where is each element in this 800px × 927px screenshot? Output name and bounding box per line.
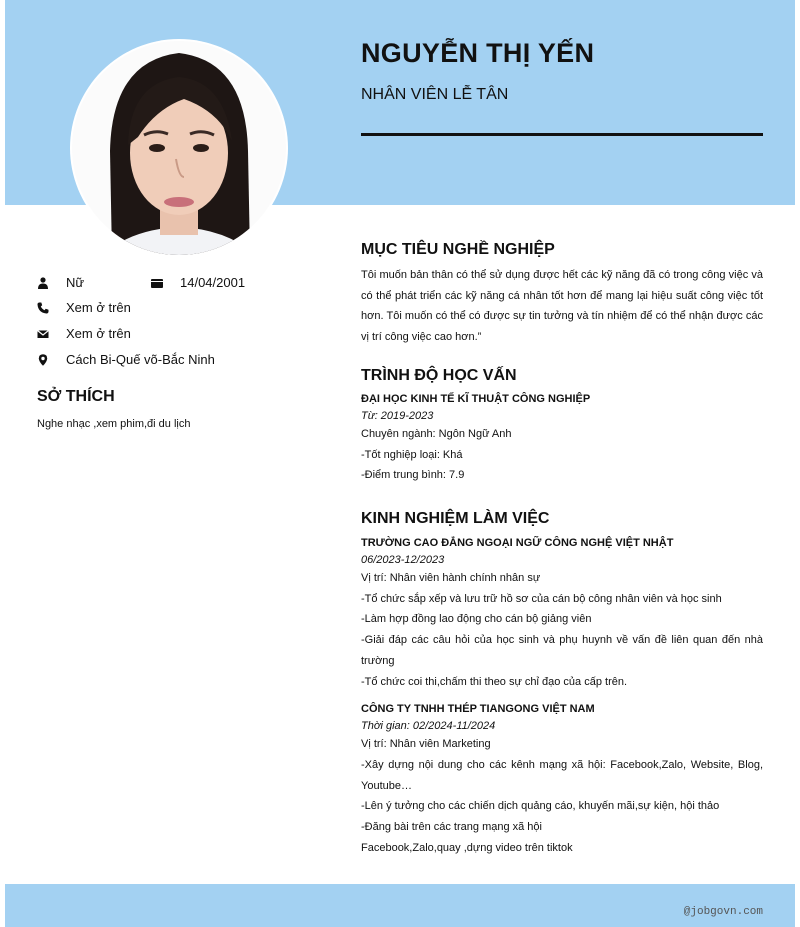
- job-line: -Tổ chức sắp xếp và lưu trữ hồ sơ của cán bộ công nhân viên và học sinh: [361, 592, 722, 605]
- job-line: Vị trí: Nhân viên hành chính nhân sự: [361, 572, 541, 584]
- job-period: Thời gian: 02/2024-11/2024: [361, 720, 496, 733]
- envelope-icon: [37, 328, 49, 340]
- person-icon: [37, 277, 49, 289]
- job-period: 06/2023-12/2023: [361, 554, 445, 566]
- job-line: -Làm hợp đồng lao động cho cán bộ giảng viên: [361, 613, 592, 626]
- objective-title: MỤC TIÊU NGHỀ NGHIỆP: [361, 241, 555, 258]
- education-line: -Tốt nghiệp loại: Khá: [361, 448, 463, 461]
- email-row: [37, 326, 131, 341]
- phone-icon: [37, 302, 49, 314]
- education-line: -Điểm trung bình: 7.9: [361, 469, 465, 482]
- job-line: -Tổ chức coi thi,chấm thi theo sự chỉ đạo của cấp trên.: [361, 675, 628, 688]
- gender-value: Nữ: [66, 275, 85, 290]
- profile-photo: [72, 41, 286, 255]
- header-divider: [361, 133, 763, 136]
- gender-row: [37, 275, 84, 290]
- job-line: -Xây dựng nội dung cho các kênh mạng xã hội: Facebook,Zalo, Website, Blog, Youtube…: [361, 758, 763, 792]
- address-value: Cách Bi-Quế võ-Bắc Ninh: [66, 352, 215, 367]
- job-title: NHÂN VIÊN LỄ TÂN: [361, 86, 509, 103]
- birthday-row: [151, 275, 245, 290]
- hobbies-text: Nghe nhạc ,xem phim,đi du lịch: [37, 418, 191, 430]
- company-name: TRƯỜNG CAO ĐẲNG NGOẠI NGỮ CÔNG NGHỆ VIỆT NHẬT: [361, 537, 674, 549]
- candidate-name: NGUYỄN THỊ YẾN: [361, 38, 595, 68]
- objective-text: Tôi muốn bản thân có thể sử dụng được hết các kỹ năng đã có trong công việc và có thể phát triển các kỹ năng cá nhân tốt hơn để mang lại hiệu suất công việc tốt hơn. Tôi muốn có thể có được sự tin tưởng và tín nhiệm để có thể nhận được các vị trí công việc cao hơn.”: [361, 269, 763, 344]
- birthday-value: 14/04/2001: [180, 275, 246, 290]
- company-name: CÔNG TY TNHH THÉP TIANGONG VIỆT NAM: [361, 703, 595, 716]
- job-line: -Giải đáp các câu hỏi của học sinh và phụ huynh về vấn đề liên quan đến nhà trường: [361, 634, 763, 667]
- experience-section: [361, 510, 763, 858]
- experience-title: KINH NGHIỆM LÀM VIỆC: [361, 510, 550, 527]
- job-line: Vị trí: Nhân viên Marketing: [361, 738, 491, 751]
- education-line: Chuyên ngành: Ngôn Ngữ Anh: [361, 428, 512, 440]
- education-period: Từ: 2019-2023: [361, 410, 434, 422]
- phone-row: [37, 300, 131, 315]
- email-value: Xem ở trên: [66, 326, 131, 341]
- objective-section: [361, 241, 763, 348]
- phone-value: Xem ở trên: [66, 300, 131, 315]
- footer-band: [5, 884, 795, 927]
- education-title: TRÌNH ĐỘ HỌC VẤN: [361, 367, 517, 384]
- job-line: Facebook,Zalo,quay ,dựng video trên tiktok: [361, 841, 573, 854]
- job-line: -Đăng bài trên các trang mạng xã hội: [361, 821, 542, 834]
- address-row: [37, 352, 215, 367]
- education-section: [361, 367, 763, 486]
- calendar-icon: [151, 277, 163, 289]
- school-name: ĐẠI HỌC KINH TẾ KĨ THUẬT CÔNG NGHIỆP: [361, 393, 591, 405]
- footer-watermark: @jobgovn.com: [683, 906, 763, 918]
- location-pin-icon: [37, 354, 49, 366]
- hobbies-title: SỞ THÍCH: [37, 388, 115, 405]
- job-line: -Lên ý tưởng cho các chiến dịch quảng cáo, khuyến mãi,sự kiện, hội thảo: [361, 800, 720, 813]
